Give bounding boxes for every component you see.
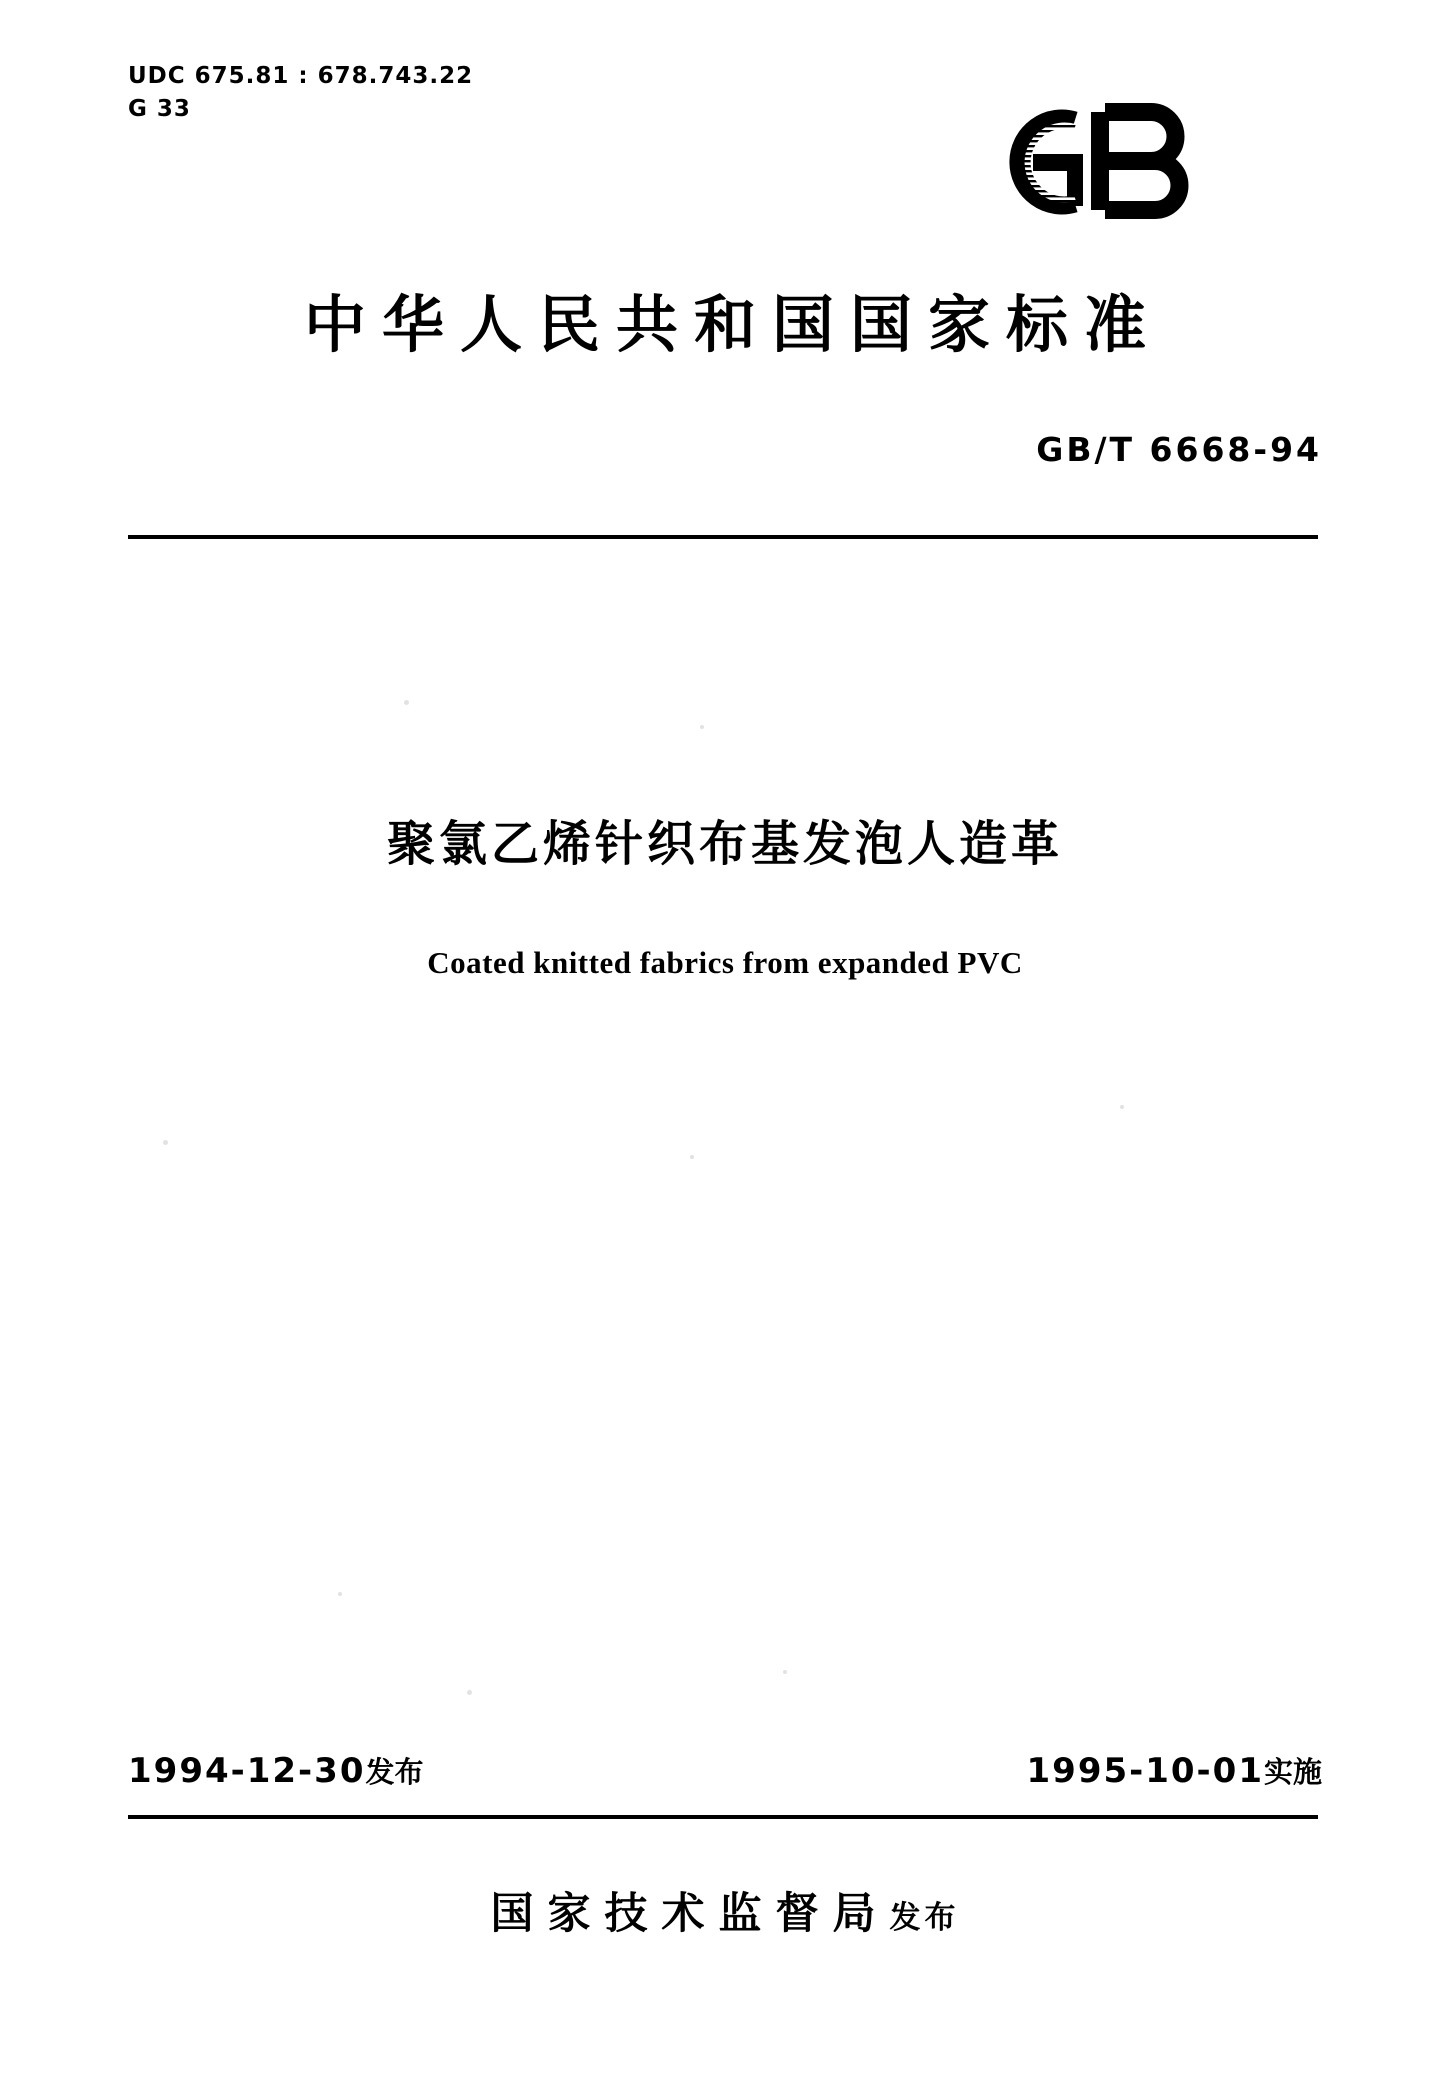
scan-speckle [783, 1670, 787, 1674]
scan-speckle [690, 1155, 694, 1159]
divider-top [128, 535, 1318, 539]
scan-speckle [467, 1690, 472, 1695]
standard-number: GB/T 6668-94 [1036, 430, 1322, 469]
publisher-verb: 发布 [889, 1900, 960, 1936]
category-code: G 33 [128, 96, 191, 123]
divider-bottom [128, 1815, 1318, 1819]
publisher-name: 国家技术监督局 [490, 1889, 890, 1939]
scan-speckle [338, 1592, 342, 1596]
document-title-chinese: 聚氯乙烯针织布基发泡人造革 [386, 816, 1063, 872]
issue-date-value: 1994-12-30 [128, 1751, 366, 1791]
scan-speckle [163, 1140, 168, 1145]
effective-date-value: 1995-10-01 [1026, 1751, 1264, 1791]
effective-date-label: 实施 [1263, 1755, 1322, 1789]
page-title: 中华人民共和国国家标准 [303, 288, 1162, 361]
gb-logo-icon [955, 100, 1220, 225]
scan-speckle [1120, 1105, 1124, 1109]
effective-date [1027, 1750, 1323, 1791]
scan-speckle [700, 725, 704, 729]
udc-classification-block [128, 60, 473, 127]
issue-date [128, 1750, 424, 1791]
scan-speckle [404, 700, 409, 705]
issue-date-label: 发布 [365, 1755, 424, 1789]
document-title-english: Coated knitted fabrics from expanded PVC [427, 945, 1023, 980]
udc-code: UDC 675.81 : 678.743.22 [128, 63, 474, 89]
publisher-line [0, 1880, 1450, 1941]
